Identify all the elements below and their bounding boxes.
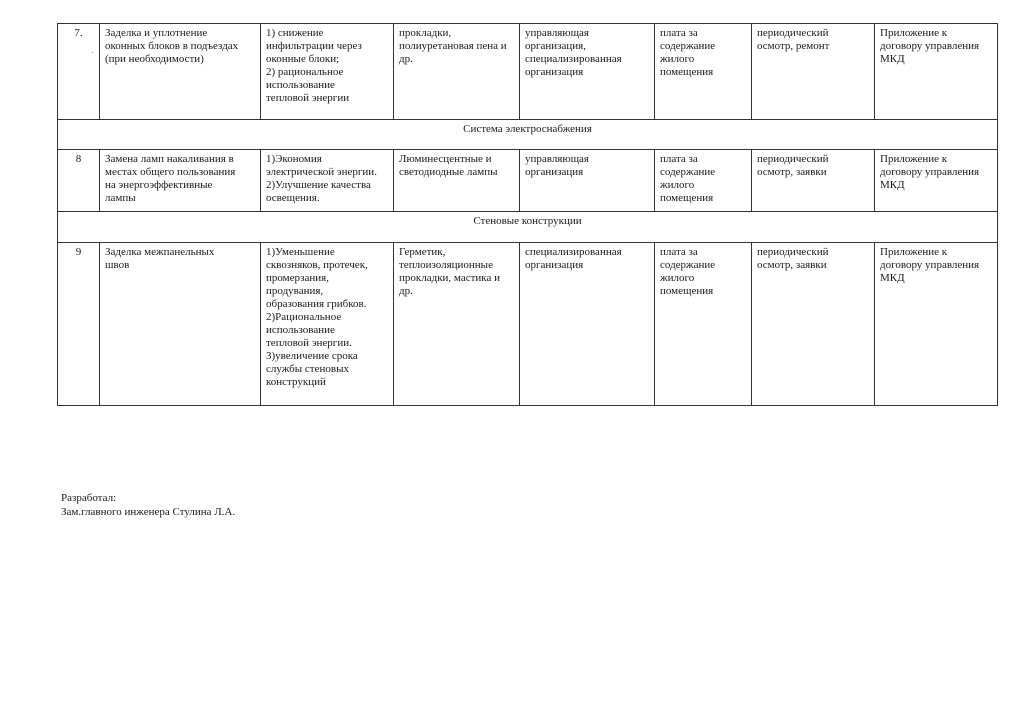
row-number: 7. [58, 24, 100, 120]
result-cell: 1)Уменьшение сквозняков, протечек, промерзания, продувания, образования грибков. 2)Рациональное использование тепловой энергии. 3)увеличение срока службы стеновых конструкций [261, 243, 394, 406]
section-title: Стеновые конструкции [58, 212, 998, 243]
signature-block [61, 491, 235, 519]
author-name: Зам.главного инженера Стулина Л.А. [61, 506, 236, 518]
frequency-cell: периодический осмотр, ремонт [752, 24, 875, 120]
result-cell: 1)Экономия электрической энергии. 2)Улучшение качества освещения. [261, 150, 394, 212]
materials-cell: Герметик, теплоизоляционные прокладки, мастика и др. [394, 243, 520, 406]
source-cell: плата за содержание жилого помещения [655, 24, 752, 120]
table-row [58, 243, 998, 406]
table-row [58, 150, 998, 212]
developed-by-label: Разработал: [61, 492, 117, 504]
source-cell: плата за содержание жилого помещения [655, 243, 752, 406]
work-cell: Заделка и уплотнение оконных блоков в подъездах (при необходимости) [100, 24, 261, 120]
executor-cell: управляющая организация [520, 150, 655, 212]
executor-cell: управляющая организация, специализированная организация [520, 24, 655, 120]
document-cell: Приложение к договору управления МКД [875, 150, 998, 212]
materials-cell: Люминесцентные и светодиодные лампы [394, 150, 520, 212]
executor-cell: специализированная организация [520, 243, 655, 406]
section-row [58, 212, 998, 243]
frequency-cell: периодический осмотр, заявки [752, 150, 875, 212]
frequency-cell: периодический осмотр, заявки [752, 243, 875, 406]
table-row [58, 24, 998, 120]
source-cell: плата за содержание жилого помещения [655, 150, 752, 212]
measures-table [57, 23, 998, 406]
document-cell: Приложение к договору управления МКД [875, 243, 998, 406]
work-cell: Замена ламп накаливания в местах общего пользования на энергоэффективные лампы [100, 150, 261, 212]
document-cell: Приложение к договору управления МКД [875, 24, 998, 120]
section-title: Система электроснабжения [58, 120, 998, 150]
row-number: 9 [58, 243, 100, 406]
materials-cell: прокладки, полиуретановая пена и др. [394, 24, 520, 120]
work-cell: Заделка межпанельных швов [100, 243, 261, 406]
result-cell: 1) снижение инфильтрации через оконные блоки; 2) рациональное использование тепловой энергии [261, 24, 394, 120]
row-number: 8 [58, 150, 100, 212]
section-row [58, 120, 998, 150]
